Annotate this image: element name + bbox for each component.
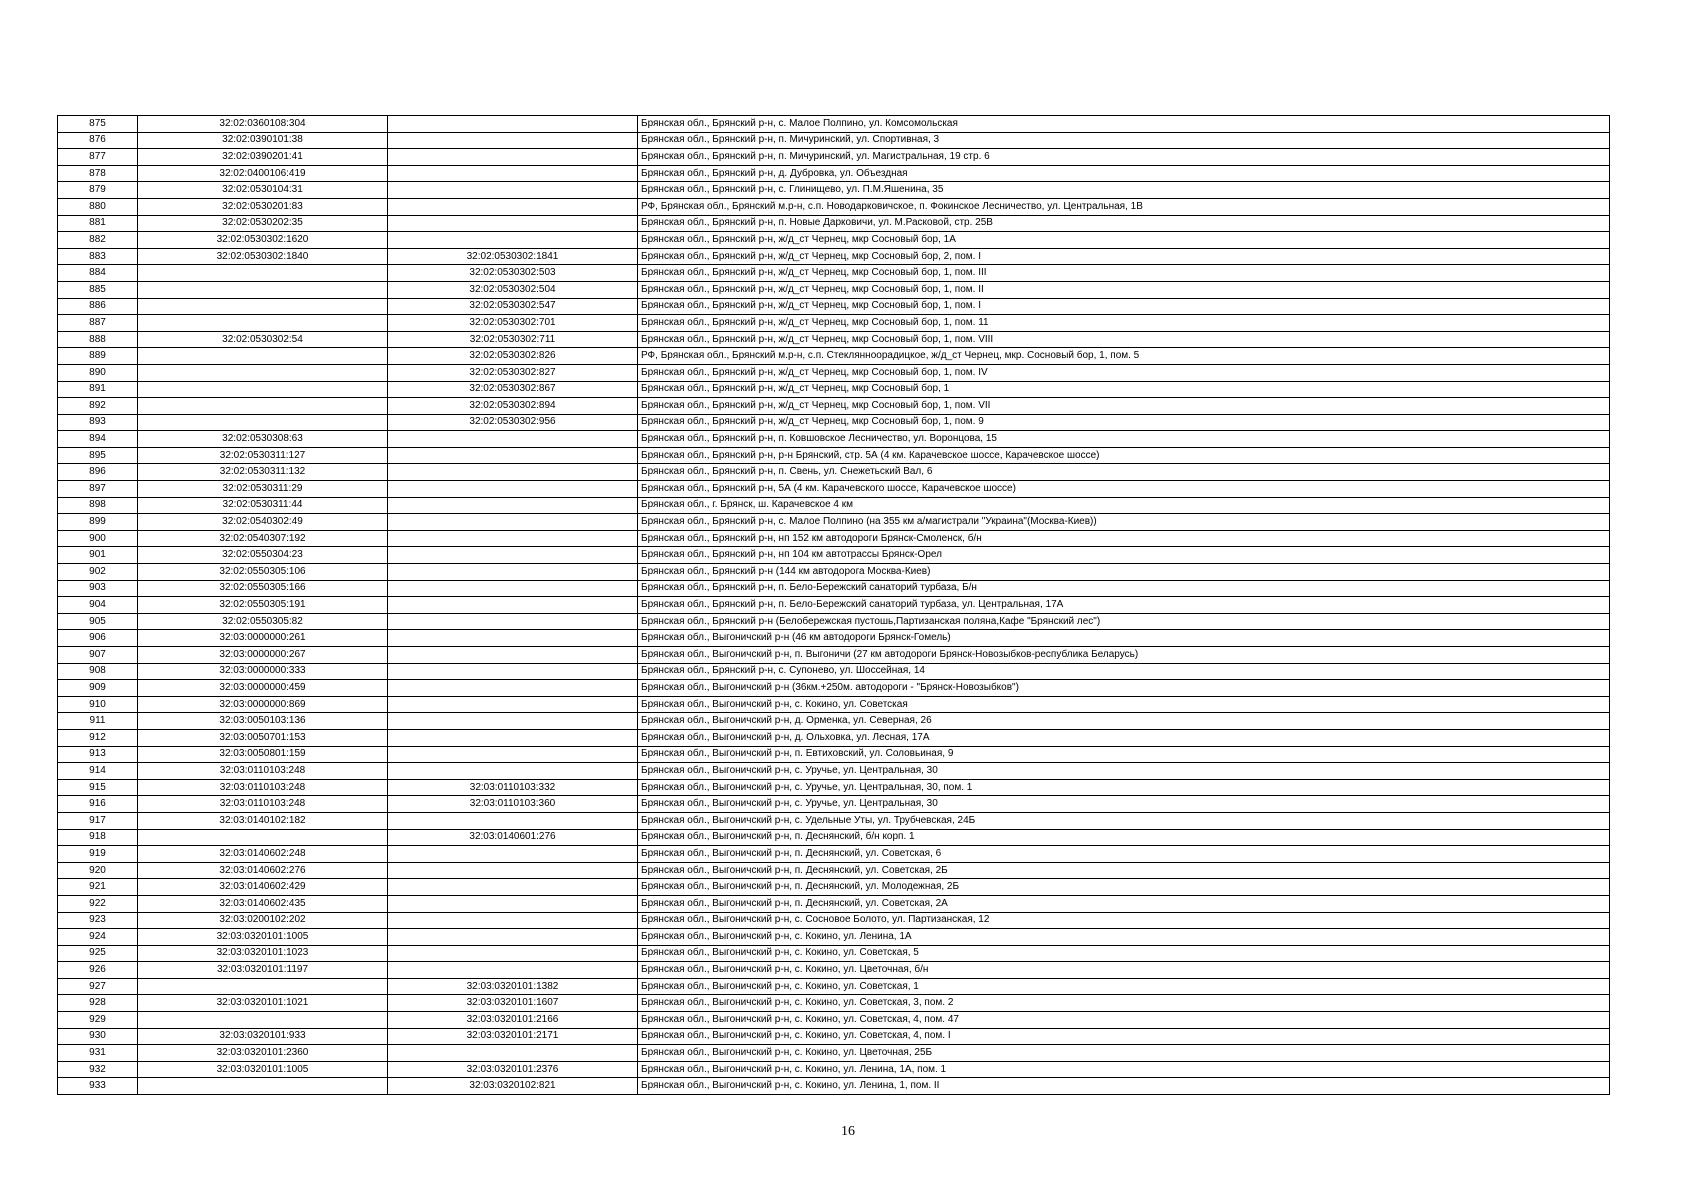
row-number-cell: 916 — [58, 796, 138, 813]
row-number-cell: 885 — [58, 281, 138, 298]
address-cell: Брянская обл., Брянский р-н, ж/д_ст Чернец, мкр Сосновый бор, 1А — [638, 232, 1610, 249]
building-cadastral-number-cell — [388, 514, 638, 531]
row-number-cell: 921 — [58, 879, 138, 896]
row-number-cell: 920 — [58, 862, 138, 879]
table-row — [58, 364, 1610, 381]
land-cadastral-number-cell: 32:03:0320101:1005 — [138, 1061, 388, 1078]
land-cadastral-number-cell — [138, 978, 388, 995]
land-cadastral-number-cell: 32:03:0000000:333 — [138, 663, 388, 680]
table-row — [58, 514, 1610, 531]
table-row — [58, 248, 1610, 265]
land-cadastral-number-cell: 32:03:0200102:202 — [138, 912, 388, 929]
land-cadastral-number-cell — [138, 298, 388, 315]
row-number-cell: 878 — [58, 165, 138, 182]
property-registry-table — [57, 115, 1610, 1095]
table-row — [58, 696, 1610, 713]
row-number-cell: 927 — [58, 978, 138, 995]
building-cadastral-number-cell — [388, 547, 638, 564]
land-cadastral-number-cell: 32:02:0550305:166 — [138, 580, 388, 597]
land-cadastral-number-cell: 32:03:0320101:1005 — [138, 929, 388, 946]
table-row — [58, 895, 1610, 912]
building-cadastral-number-cell — [388, 165, 638, 182]
row-number-cell: 904 — [58, 597, 138, 614]
table-row — [58, 978, 1610, 995]
table-row — [58, 265, 1610, 282]
land-cadastral-number-cell: 32:03:0110103:248 — [138, 763, 388, 780]
table-row — [58, 281, 1610, 298]
building-cadastral-number-cell — [388, 580, 638, 597]
address-cell: Брянская обл., Брянский р-н, п. Мичуринский, ул. Спортивная, 3 — [638, 132, 1610, 149]
table-row — [58, 945, 1610, 962]
land-cadastral-number-cell: 32:03:0320101:2360 — [138, 1045, 388, 1062]
table-row — [58, 1028, 1610, 1045]
address-cell: Брянская обл., Брянский р-н, с. Глинищево, ул. П.М.Яшенина, 35 — [638, 182, 1610, 199]
land-cadastral-number-cell: 32:03:0140602:248 — [138, 846, 388, 863]
land-cadastral-number-cell: 32:02:0530311:44 — [138, 497, 388, 514]
building-cadastral-number-cell — [388, 962, 638, 979]
address-cell: Брянская обл., Брянский р-н, нп 152 км автодороги Брянск-Смоленск, б/н — [638, 530, 1610, 547]
table-row — [58, 481, 1610, 498]
table-row — [58, 647, 1610, 664]
table-row — [58, 116, 1610, 133]
building-cadastral-number-cell — [388, 846, 638, 863]
address-cell: Брянская обл., Выгоничский р-н, с. Кокино, ул. Ленина, 1, пом. II — [638, 1078, 1610, 1095]
building-cadastral-number-cell — [388, 895, 638, 912]
building-cadastral-number-cell — [388, 879, 638, 896]
land-cadastral-number-cell: 32:02:0530311:132 — [138, 464, 388, 481]
building-cadastral-number-cell — [388, 198, 638, 215]
page-number: 16 — [841, 1124, 855, 1139]
address-cell: Брянская обл., Брянский р-н, п. Свень, ул. Снежетьский Вал, 6 — [638, 464, 1610, 481]
table-row — [58, 348, 1610, 365]
building-cadastral-number-cell — [388, 464, 638, 481]
table-row — [58, 1012, 1610, 1029]
land-cadastral-number-cell — [138, 348, 388, 365]
table-row — [58, 729, 1610, 746]
row-number-cell: 886 — [58, 298, 138, 315]
row-number-cell: 884 — [58, 265, 138, 282]
address-cell: Брянская обл., Брянский р-н, ж/д_ст Чернец, мкр Сосновый бор, 1, пом. II — [638, 281, 1610, 298]
row-number-cell: 922 — [58, 895, 138, 912]
table-row — [58, 530, 1610, 547]
land-cadastral-number-cell: 32:03:0000000:261 — [138, 630, 388, 647]
land-cadastral-number-cell: 32:03:0140602:429 — [138, 879, 388, 896]
land-cadastral-number-cell: 32:02:0530308:63 — [138, 431, 388, 448]
row-number-cell: 893 — [58, 414, 138, 431]
land-cadastral-number-cell — [138, 1012, 388, 1029]
row-number-cell: 897 — [58, 481, 138, 498]
table-row — [58, 680, 1610, 697]
address-cell: Брянская обл., Брянский р-н, п. Ковшовское Лесничество, ул. Воронцова, 15 — [638, 431, 1610, 448]
land-cadastral-number-cell: 32:03:0140602:276 — [138, 862, 388, 879]
address-cell: Брянская обл., Выгоничский р-н, с. Кокино, ул. Советская, 5 — [638, 945, 1610, 962]
land-cadastral-number-cell: 32:02:0390201:41 — [138, 149, 388, 166]
building-cadastral-number-cell: 32:02:0530302:827 — [388, 364, 638, 381]
table-row — [58, 829, 1610, 846]
address-cell: Брянская обл., Брянский р-н, ж/д_ст Чернец, мкр Сосновый бор, 1, пом. IV — [638, 364, 1610, 381]
address-cell: Брянская обл., Брянский р-н, с. Супонево, ул. Шоссейная, 14 — [638, 663, 1610, 680]
address-cell: Брянская обл., Выгоничский р-н, с. Удельные Уты, ул. Трубчевская, 24Б — [638, 812, 1610, 829]
building-cadastral-number-cell — [388, 597, 638, 614]
land-cadastral-number-cell: 32:02:0550305:82 — [138, 613, 388, 630]
building-cadastral-number-cell — [388, 647, 638, 664]
table-row — [58, 713, 1610, 730]
row-number-cell: 888 — [58, 331, 138, 348]
address-cell: Брянская обл., Брянский р-н, ж/д_ст Чернец, мкр Сосновый бор, 1, пом. I — [638, 298, 1610, 315]
building-cadastral-number-cell: 32:02:0530302:711 — [388, 331, 638, 348]
building-cadastral-number-cell — [388, 497, 638, 514]
table-row — [58, 232, 1610, 249]
table-row — [58, 879, 1610, 896]
row-number-cell: 919 — [58, 846, 138, 863]
table-row — [58, 564, 1610, 581]
building-cadastral-number-cell — [388, 912, 638, 929]
building-cadastral-number-cell — [388, 116, 638, 133]
land-cadastral-number-cell: 32:03:0320101:1023 — [138, 945, 388, 962]
land-cadastral-number-cell: 32:02:0530311:127 — [138, 447, 388, 464]
table-row — [58, 796, 1610, 813]
land-cadastral-number-cell: 32:02:0530302:54 — [138, 331, 388, 348]
address-cell: Брянская обл., г. Брянск, ш. Карачевское 4 км — [638, 497, 1610, 514]
land-cadastral-number-cell: 32:03:0320101:1197 — [138, 962, 388, 979]
row-number-cell: 880 — [58, 198, 138, 215]
row-number-cell: 899 — [58, 514, 138, 531]
land-cadastral-number-cell: 32:02:0390101:38 — [138, 132, 388, 149]
address-cell: Брянская обл., Брянский р-н, п. Новые Дарковичи, ул. М.Расковой, стр. 25В — [638, 215, 1610, 232]
row-number-cell: 932 — [58, 1061, 138, 1078]
row-number-cell: 925 — [58, 945, 138, 962]
row-number-cell: 924 — [58, 929, 138, 946]
table-row — [58, 630, 1610, 647]
table-row — [58, 779, 1610, 796]
address-cell: Брянская обл., Брянский р-н, ж/д_ст Чернец, мкр Сосновый бор, 1, пом. 11 — [638, 315, 1610, 332]
building-cadastral-number-cell — [388, 630, 638, 647]
address-cell: Брянская обл., Выгоничский р-н, с. Кокино, ул. Цветочная, 25Б — [638, 1045, 1610, 1062]
address-cell: Брянская обл., Брянский р-н, п. Мичуринский, ул. Магистральная, 19 стр. 6 — [638, 149, 1610, 166]
table-row — [58, 298, 1610, 315]
address-cell: Брянская обл., Выгоничский р-н, п. Деснянский, ул. Советская, 2Б — [638, 862, 1610, 879]
building-cadastral-number-cell — [388, 431, 638, 448]
table-row — [58, 580, 1610, 597]
building-cadastral-number-cell — [388, 713, 638, 730]
building-cadastral-number-cell — [388, 149, 638, 166]
building-cadastral-number-cell — [388, 481, 638, 498]
row-number-cell: 917 — [58, 812, 138, 829]
land-cadastral-number-cell: 32:03:0140102:182 — [138, 812, 388, 829]
row-number-cell: 882 — [58, 232, 138, 249]
building-cadastral-number-cell: 32:03:0140601:276 — [388, 829, 638, 846]
row-number-cell: 910 — [58, 696, 138, 713]
address-cell: Брянская обл., Брянский р-н, п. Бело-Бережский санаторий турбаза, Б/н — [638, 580, 1610, 597]
row-number-cell: 898 — [58, 497, 138, 514]
row-number-cell: 906 — [58, 630, 138, 647]
land-cadastral-number-cell: 32:03:0320101:1021 — [138, 995, 388, 1012]
address-cell: Брянская обл., Выгоничский р-н, с. Уручье, ул. Центральная, 30 — [638, 796, 1610, 813]
row-number-cell: 908 — [58, 663, 138, 680]
address-cell: Брянская обл., Брянский р-н (144 км автодорога Москва-Киев) — [638, 564, 1610, 581]
land-cadastral-number-cell: 32:02:0540307:192 — [138, 530, 388, 547]
building-cadastral-number-cell: 32:02:0530302:504 — [388, 281, 638, 298]
building-cadastral-number-cell — [388, 729, 638, 746]
row-number-cell: 876 — [58, 132, 138, 149]
address-cell: Брянская обл., Выгоничский р-н, с. Сосновое Болото, ул. Партизанская, 12 — [638, 912, 1610, 929]
table-row — [58, 182, 1610, 199]
land-cadastral-number-cell: 32:02:0530302:1840 — [138, 248, 388, 265]
land-cadastral-number-cell — [138, 1078, 388, 1095]
row-number-cell: 933 — [58, 1078, 138, 1095]
table-row — [58, 464, 1610, 481]
land-cadastral-number-cell: 32:03:0050701:153 — [138, 729, 388, 746]
row-number-cell: 877 — [58, 149, 138, 166]
row-number-cell: 879 — [58, 182, 138, 199]
building-cadastral-number-cell: 32:03:0110103:332 — [388, 779, 638, 796]
table-row — [58, 215, 1610, 232]
row-number-cell: 875 — [58, 116, 138, 133]
row-number-cell: 891 — [58, 381, 138, 398]
address-cell: Брянская обл., Брянский р-н, р-н Брянский, стр. 5А (4 км. Карачевское шоссе, Карачевское шоссе) — [638, 447, 1610, 464]
land-cadastral-number-cell — [138, 364, 388, 381]
land-cadastral-number-cell — [138, 315, 388, 332]
table-row — [58, 1045, 1610, 1062]
row-number-cell: 905 — [58, 613, 138, 630]
address-cell: Брянская обл., Выгоничский р-н (36км.+250м. автодороги - "Брянск-Новозыбков") — [638, 680, 1610, 697]
address-cell: Брянская обл., Выгоничский р-н, с. Уручье, ул. Центральная, 30 — [638, 763, 1610, 780]
address-cell: Брянская обл., Брянский р-н, нп 104 км автотрассы Брянск-Орел — [638, 547, 1610, 564]
address-cell: Брянская обл., Выгоничский р-н, с. Кокино, ул. Цветочная, б/н — [638, 962, 1610, 979]
row-number-cell: 895 — [58, 447, 138, 464]
row-number-cell: 887 — [58, 315, 138, 332]
address-cell: Брянская обл., Брянский р-н, 5А (4 км. Карачевского шоссе, Карачевское шоссе) — [638, 481, 1610, 498]
address-cell: Брянская обл., Выгоничский р-н, с. Кокино, ул. Советская, 4, пом. I — [638, 1028, 1610, 1045]
row-number-cell: 896 — [58, 464, 138, 481]
building-cadastral-number-cell: 32:03:0320101:2166 — [388, 1012, 638, 1029]
building-cadastral-number-cell — [388, 680, 638, 697]
land-cadastral-number-cell: 32:03:0000000:459 — [138, 680, 388, 697]
land-cadastral-number-cell: 32:02:0530201:83 — [138, 198, 388, 215]
land-cadastral-number-cell: 32:02:0530302:1620 — [138, 232, 388, 249]
row-number-cell: 907 — [58, 647, 138, 664]
table-row — [58, 763, 1610, 780]
land-cadastral-number-cell: 32:02:0550304:23 — [138, 547, 388, 564]
address-cell: РФ, Брянская обл., Брянский м.р-н, с.п. Новодарковичское, п. Фокинское Лесничество, ул. Центральная, 1В — [638, 198, 1610, 215]
address-cell: Брянская обл., Брянский р-н, ж/д_ст Чернец, мкр Сосновый бор, 1, пом. III — [638, 265, 1610, 282]
row-number-cell: 889 — [58, 348, 138, 365]
address-cell: Брянская обл., Выгоничский р-н, с. Кокино, ул. Советская, 4, пом. 47 — [638, 1012, 1610, 1029]
row-number-cell: 931 — [58, 1045, 138, 1062]
address-cell: Брянская обл., Выгоничский р-н, д. Орменка, ул. Северная, 26 — [638, 713, 1610, 730]
building-cadastral-number-cell — [388, 945, 638, 962]
building-cadastral-number-cell — [388, 663, 638, 680]
address-cell: Брянская обл., Брянский р-н, п. Бело-Бережский санаторий турбаза, ул. Центральная, 17А — [638, 597, 1610, 614]
address-cell: Брянская обл., Выгоничский р-н, п. Деснянский, б/н корп. 1 — [638, 829, 1610, 846]
land-cadastral-number-cell: 32:02:0540302:49 — [138, 514, 388, 531]
table-row — [58, 331, 1610, 348]
table-row — [58, 995, 1610, 1012]
address-cell: Брянская обл., Брянский р-н (Белобережская пустошь,Партизанская поляна,Кафе "Брянский лес") — [638, 613, 1610, 630]
row-number-cell: 923 — [58, 912, 138, 929]
land-cadastral-number-cell: 32:02:0530202:35 — [138, 215, 388, 232]
table-row — [58, 398, 1610, 415]
table-row — [58, 497, 1610, 514]
address-cell: Брянская обл., Выгоничский р-н, с. Кокино, ул. Советская — [638, 696, 1610, 713]
row-number-cell: 909 — [58, 680, 138, 697]
address-cell: Брянская обл., Брянский р-н, с. Малое Полпино, ул. Комсомольская — [638, 116, 1610, 133]
address-cell: Брянская обл., Брянский р-н, ж/д_ст Чернец, мкр Сосновый бор, 1 — [638, 381, 1610, 398]
address-cell: Брянская обл., Брянский р-н, ж/д_ст Чернец, мкр Сосновый бор, 1, пом. 9 — [638, 414, 1610, 431]
row-number-cell: 900 — [58, 530, 138, 547]
address-cell: Брянская обл., Брянский р-н, ж/д_ст Чернец, мкр Сосновый бор, 1, пом. VII — [638, 398, 1610, 415]
building-cadastral-number-cell — [388, 564, 638, 581]
table-row — [58, 132, 1610, 149]
land-cadastral-number-cell — [138, 381, 388, 398]
land-cadastral-number-cell: 32:02:0400106:419 — [138, 165, 388, 182]
building-cadastral-number-cell — [388, 530, 638, 547]
table-row — [58, 149, 1610, 166]
row-number-cell: 914 — [58, 763, 138, 780]
row-number-cell: 883 — [58, 248, 138, 265]
address-cell: Брянская обл., Выгоничский р-н, п. Выгоничи (27 км автодороги Брянск-Новозыбков-республика Беларусь) — [638, 647, 1610, 664]
row-number-cell: 881 — [58, 215, 138, 232]
building-cadastral-number-cell — [388, 696, 638, 713]
building-cadastral-number-cell: 32:03:0320101:2376 — [388, 1061, 638, 1078]
table-row — [58, 315, 1610, 332]
land-cadastral-number-cell: 32:02:0550305:106 — [138, 564, 388, 581]
land-cadastral-number-cell: 32:02:0530311:29 — [138, 481, 388, 498]
building-cadastral-number-cell — [388, 929, 638, 946]
land-cadastral-number-cell: 32:02:0530104:31 — [138, 182, 388, 199]
address-cell: Брянская обл., Брянский р-н, с. Малое Полпино (на 355 км а/магистрали "Украина"(Москва-Киев)) — [638, 514, 1610, 531]
address-cell: Брянская обл., Выгоничский р-н, д. Ольховка, ул. Лесная, 17А — [638, 729, 1610, 746]
table-row — [58, 1078, 1610, 1095]
table-row — [58, 862, 1610, 879]
table-row — [58, 846, 1610, 863]
address-cell: Брянская обл., Выгоничский р-н, п. Деснянский, ул. Молодежная, 2Б — [638, 879, 1610, 896]
row-number-cell: 926 — [58, 962, 138, 979]
building-cadastral-number-cell — [388, 862, 638, 879]
table-row — [58, 414, 1610, 431]
table-row — [58, 381, 1610, 398]
building-cadastral-number-cell: 32:02:0530302:547 — [388, 298, 638, 315]
table-row — [58, 613, 1610, 630]
row-number-cell: 892 — [58, 398, 138, 415]
address-cell: Брянская обл., Выгоничский р-н, п. Деснянский, ул. Советская, 2А — [638, 895, 1610, 912]
table-row — [58, 447, 1610, 464]
address-cell: Брянская обл., Брянский р-н, ж/д_ст Чернец, мкр Сосновый бор, 1, пом. VIII — [638, 331, 1610, 348]
row-number-cell: 903 — [58, 580, 138, 597]
building-cadastral-number-cell: 32:03:0320101:1607 — [388, 995, 638, 1012]
row-number-cell: 902 — [58, 564, 138, 581]
address-cell: Брянская обл., Брянский р-н, д. Дубровка, ул. Объездная — [638, 165, 1610, 182]
building-cadastral-number-cell — [388, 182, 638, 199]
address-cell: Брянская обл., Выгоничский р-н (46 км автодороги Брянск-Гомель) — [638, 630, 1610, 647]
table-row — [58, 746, 1610, 763]
table-row — [58, 962, 1610, 979]
table-row — [58, 431, 1610, 448]
building-cadastral-number-cell: 32:02:0530302:867 — [388, 381, 638, 398]
table-row — [58, 1061, 1610, 1078]
table-row — [58, 597, 1610, 614]
land-cadastral-number-cell: 32:03:0110103:248 — [138, 796, 388, 813]
address-cell: Брянская обл., Выгоничский р-н, п. Евтиховский, ул. Соловьиная, 9 — [638, 746, 1610, 763]
row-number-cell: 911 — [58, 713, 138, 730]
building-cadastral-number-cell — [388, 232, 638, 249]
land-cadastral-number-cell — [138, 398, 388, 415]
address-cell: Брянская обл., Выгоничский р-н, с. Кокино, ул. Советская, 1 — [638, 978, 1610, 995]
building-cadastral-number-cell: 32:03:0110103:360 — [388, 796, 638, 813]
address-cell: Брянская обл., Брянский р-н, ж/д_ст Чернец, мкр Сосновый бор, 2, пом. I — [638, 248, 1610, 265]
table-row — [58, 812, 1610, 829]
land-cadastral-number-cell: 32:03:0110103:248 — [138, 779, 388, 796]
building-cadastral-number-cell — [388, 613, 638, 630]
row-number-cell: 901 — [58, 547, 138, 564]
table-row — [58, 165, 1610, 182]
building-cadastral-number-cell — [388, 812, 638, 829]
registry-table-body — [58, 116, 1610, 1095]
address-cell: Брянская обл., Выгоничский р-н, с. Уручье, ул. Центральная, 30, пом. 1 — [638, 779, 1610, 796]
land-cadastral-number-cell: 32:02:0550305:191 — [138, 597, 388, 614]
land-cadastral-number-cell: 32:03:0000000:267 — [138, 647, 388, 664]
row-number-cell: 912 — [58, 729, 138, 746]
address-cell: Брянская обл., Выгоничский р-н, с. Кокино, ул. Ленина, 1А — [638, 929, 1610, 946]
land-cadastral-number-cell: 32:03:0000000:869 — [138, 696, 388, 713]
row-number-cell: 929 — [58, 1012, 138, 1029]
building-cadastral-number-cell: 32:02:0530302:956 — [388, 414, 638, 431]
building-cadastral-number-cell: 32:02:0530302:894 — [388, 398, 638, 415]
row-number-cell: 913 — [58, 746, 138, 763]
land-cadastral-number-cell — [138, 265, 388, 282]
row-number-cell: 890 — [58, 364, 138, 381]
land-cadastral-number-cell — [138, 829, 388, 846]
building-cadastral-number-cell: 32:02:0530302:701 — [388, 315, 638, 332]
land-cadastral-number-cell — [138, 414, 388, 431]
row-number-cell: 894 — [58, 431, 138, 448]
land-cadastral-number-cell: 32:03:0050103:136 — [138, 713, 388, 730]
building-cadastral-number-cell: 32:02:0530302:826 — [388, 348, 638, 365]
address-cell: Брянская обл., Выгоничский р-н, п. Деснянский, ул. Советская, 6 — [638, 846, 1610, 863]
building-cadastral-number-cell: 32:02:0530302:503 — [388, 265, 638, 282]
building-cadastral-number-cell — [388, 1045, 638, 1062]
table-row — [58, 547, 1610, 564]
building-cadastral-number-cell: 32:03:0320101:1382 — [388, 978, 638, 995]
address-cell: Брянская обл., Выгоничский р-н, с. Кокино, ул. Советская, 3, пом. 2 — [638, 995, 1610, 1012]
address-cell: РФ, Брянская обл., Брянский м.р-н, с.п. Стеклянноорадицкое, ж/д_ст Чернец, мкр. Сосновый бор, 1, пом. 5 — [638, 348, 1610, 365]
building-cadastral-number-cell — [388, 746, 638, 763]
row-number-cell: 928 — [58, 995, 138, 1012]
land-cadastral-number-cell: 32:03:0050801:159 — [138, 746, 388, 763]
building-cadastral-number-cell — [388, 215, 638, 232]
row-number-cell: 918 — [58, 829, 138, 846]
land-cadastral-number-cell: 32:03:0320101:933 — [138, 1028, 388, 1045]
building-cadastral-number-cell: 32:02:0530302:1841 — [388, 248, 638, 265]
land-cadastral-number-cell — [138, 281, 388, 298]
land-cadastral-number-cell: 32:02:0360108:304 — [138, 116, 388, 133]
building-cadastral-number-cell — [388, 763, 638, 780]
row-number-cell: 930 — [58, 1028, 138, 1045]
table-row — [58, 663, 1610, 680]
building-cadastral-number-cell — [388, 132, 638, 149]
table-row — [58, 912, 1610, 929]
land-cadastral-number-cell: 32:03:0140602:435 — [138, 895, 388, 912]
address-cell: Брянская обл., Выгоничский р-н, с. Кокино, ул. Ленина, 1А, пом. 1 — [638, 1061, 1610, 1078]
building-cadastral-number-cell: 32:03:0320101:2171 — [388, 1028, 638, 1045]
table-row — [58, 198, 1610, 215]
building-cadastral-number-cell — [388, 447, 638, 464]
row-number-cell: 915 — [58, 779, 138, 796]
building-cadastral-number-cell: 32:03:0320102:821 — [388, 1078, 638, 1095]
table-row — [58, 929, 1610, 946]
